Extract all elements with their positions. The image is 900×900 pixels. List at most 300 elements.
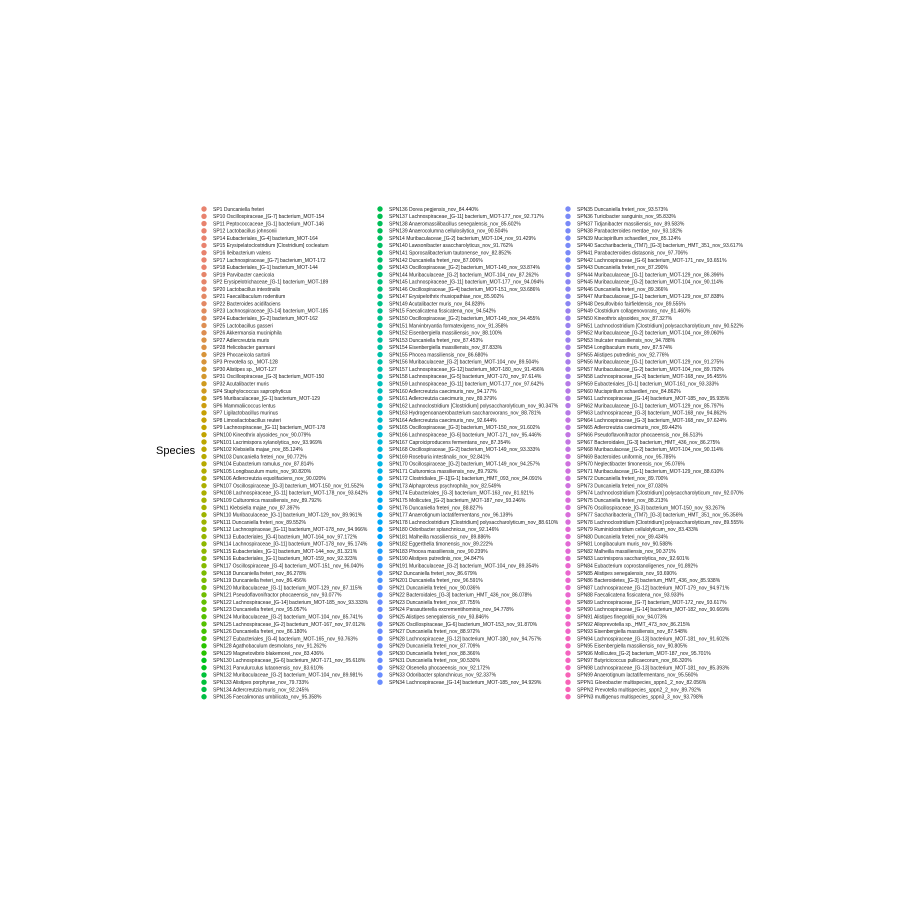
- legend-key-dot: [377, 468, 382, 473]
- legend-key-dot: [201, 665, 206, 670]
- legend-key-dot: [201, 316, 206, 321]
- legend-key-dot: [377, 257, 382, 262]
- legend-key-dot: [565, 374, 570, 379]
- legend-key-dot: [201, 272, 206, 277]
- legend-key-dot: [201, 680, 206, 685]
- legend-entry-label: SPN71 Muribaculaceae_[G-1] bacterium_MOT-129_nov_88.610%: [577, 468, 724, 475]
- legend-key-dot: [201, 366, 206, 371]
- legend-entry-label: SPN93 Eisenbergiella massiliensis_nov_87.548%: [577, 629, 688, 636]
- legend-key-dot: [377, 279, 382, 284]
- legend-entry-label: SPN2 Duncaniella freteri_nov_86.679%: [389, 570, 478, 577]
- legend-entry-label: SPN88 Faecalicatena fissicatena_nov_93.933%: [577, 592, 684, 599]
- legend-entry-label: SPN42 Lachnospiraceae_[G-6] bacterium_MOT-171_nov_93.651%: [577, 257, 727, 264]
- legend-key-dot: [565, 286, 570, 291]
- legend-entry-label: SPN147 Erysipelothrix rhusiopathiae_nov_85.902%: [389, 294, 504, 301]
- legend-key-dot: [565, 658, 570, 663]
- legend-key-dot: [377, 272, 382, 277]
- legend-entry-label: SPN116 Eubacteriales_[G-1] bacterium_MOT-159_nov_92.323%: [213, 556, 358, 563]
- legend-key-dot: [565, 432, 570, 437]
- legend-key-dot: [377, 629, 382, 634]
- legend-key-dot: [201, 636, 206, 641]
- legend-key-dot: [201, 548, 206, 553]
- legend-key-dot: [201, 694, 206, 699]
- legend-key-dot: [377, 323, 382, 328]
- legend-entry-label: SP9 Lachnospiraceae_[G-11] bacterium_MOT-178: [213, 425, 326, 432]
- legend-entry-label: SPN105 Longibaculum muris_nov_90.820%: [213, 468, 312, 475]
- legend-entry-label: SPN124 Muribaculaceae_[G-2] bacterium_MOT-104_nov_85.741%: [213, 614, 363, 621]
- legend-key-dot: [201, 265, 206, 270]
- legend-key-dot: [565, 279, 570, 284]
- legend-key-dot: [377, 337, 382, 342]
- legend-entry-label: SP24 Eubacteriales_[G-2] bacterium_MOT-162: [213, 316, 318, 322]
- legend-entry-label: SP20 Lactobacillus intestinalis: [213, 286, 281, 293]
- legend-entry-label: SPN151 Marvinbryantia formatexigens_nov_91.358%: [389, 323, 508, 330]
- legend-entry-label: SPN59 Eubacteriales_[G-1] bacterium_MOT-161_nov_93.333%: [577, 381, 719, 388]
- legend-key-dot: [565, 265, 570, 270]
- legend-entry-label: SPN98 Lachnospiraceae_[G-13] bacterium_MOT-181_nov_85.393%: [577, 665, 730, 672]
- legend-entry-label: SPN82 Malheilla massiliensis_nov_90.371%: [577, 548, 676, 555]
- legend-key-dot: [201, 592, 206, 597]
- legend-entry-label: SPN104 Eubacterium ramulus_nov_87.814%: [213, 461, 314, 468]
- legend-key-dot: [565, 643, 570, 648]
- legend-key-dot: [377, 286, 382, 291]
- legend-entry-label: SP27 Adlercreutzia muris: [213, 337, 270, 344]
- legend-key-dot: [565, 636, 570, 641]
- legend-entry-label: SPN44 Muribaculaceae_[G-1] bacterium_MOT-129_nov_86.396%: [577, 272, 724, 279]
- legend-entry-label: SPN158 Lachnospiraceae_[G-5] bacterium_MOT-170_nov_97.614%: [389, 374, 542, 381]
- legend-key-dot: [201, 658, 206, 663]
- legend-entry-label: SPN111 Duncaniella freteri_nov_89.552%: [213, 519, 306, 526]
- legend-entry-label: SPN47 Muribaculaceae_[G-1] bacterium_MOT-129_nov_87.838%: [577, 294, 724, 301]
- legend-entry-label: SPN164 Adlercreutzia caecimuris_nov_92.644%: [389, 417, 497, 424]
- legend-entry-label: SPN81 Longibaculum muris_nov_90.588%: [577, 541, 673, 548]
- legend-key-dot: [201, 505, 206, 510]
- legend-key-dot: [201, 468, 206, 473]
- legend-key-dot: [565, 396, 570, 401]
- legend-key-dot: [565, 388, 570, 393]
- legend-entry-label: SPN84 Eubacterium coprostanoligenes_nov_91.892%: [577, 563, 698, 570]
- legend-entry-label: SPN140 Lawsonibacter asaccharolyticus_nov_91.762%: [389, 243, 513, 250]
- legend-key-dot: [565, 672, 570, 677]
- legend-entry-label: SPN58 Lachnospiraceae_[G-3] bacterium_MOT-168_nov_95.455%: [577, 374, 727, 381]
- legend-key-dot: [201, 323, 206, 328]
- legend-entry-label: SPN182 Eggerthella timonensis_nov_89.222%: [389, 541, 493, 548]
- legend-key-dot: [201, 235, 206, 240]
- legend-entry-label: SPN201 Duncaniella freteri_nov_96.591%: [389, 578, 483, 585]
- legend-key-dot: [565, 352, 570, 357]
- legend-entry-label: SPN26 Oscillospiraceae_[G-6] bacterium_MOT-153_nov_91.870%: [389, 621, 538, 628]
- legend-key-dot: [201, 301, 206, 306]
- legend-entry-label: SP14 Eubacteriales_[G-4] bacterium_MOT-164: [213, 235, 318, 242]
- legend-entry-label: SP12 Lactobacillus johnsonii: [213, 228, 277, 235]
- legend-entry-label: SPN127 Eubacteriales_[G-4] bacterium_MOT-165_nov_93.763%: [213, 636, 358, 643]
- legend-key-dot: [377, 665, 382, 670]
- legend-key-dot: [201, 614, 206, 619]
- legend-entry-label: SPN70 Neglectibacter timonensis_nov_95.076%: [577, 461, 685, 468]
- legend-key-dot: [377, 447, 382, 452]
- legend-entry-label: SPN95 Eisenbergiella massiliensis_nov_90.805%: [577, 643, 688, 650]
- legend-key-dot: [377, 672, 382, 677]
- legend-entry-label: SPN65 Adlercreutzia caecimuris_nov_89.442%: [577, 425, 682, 432]
- legend-entry-label: SP23 Lachnospiraceae_[G-14] bacterium_MOT-185: [213, 308, 329, 315]
- legend-key-dot: [565, 257, 570, 262]
- legend-key-dot: [565, 694, 570, 699]
- legend-key-dot: [565, 461, 570, 466]
- legend-key-dot: [565, 556, 570, 561]
- legend-entry-label: SPN144 Muribaculaceae_[G-2] bacterium_MOT-104_nov_87.262%: [389, 272, 539, 279]
- legend-key-dot: [201, 294, 206, 299]
- legend-entry-label: SPN137 Lachnospiraceae_[G-11] bacterium_MOT-177_nov_92.717%: [389, 214, 544, 221]
- legend-key-dot: [377, 294, 382, 299]
- legend-entry-label: SPN173 Alphaproteus psychrophila_nov_82.549%: [389, 483, 502, 490]
- legend-entry-label: SPPN3 multigenus multispecies_sppn3_3_nov_93.798%: [577, 694, 704, 701]
- legend-key-dot: [565, 468, 570, 473]
- legend-entry-label: SP10 Oscillospiraceae_[G-7] bacterium_MOT-154: [213, 214, 325, 221]
- legend-entry-label: SPN11 Klebsiella majae_nov_87.397%: [213, 505, 300, 512]
- legend-key-dot: [201, 578, 206, 583]
- legend-key-dot: [565, 687, 570, 692]
- legend-entry-label: SPN178 Lachnoclostridium [Clostridium] polysaccharolyticum_nov_88.610%: [389, 519, 559, 526]
- legend-entry-label: SPN100 Kineothrix alysoides_nov_90.079%: [213, 432, 311, 439]
- legend-key-dot: [201, 286, 206, 291]
- legend-key-dot: [565, 206, 570, 211]
- legend-key-dot: [201, 643, 206, 648]
- legend-entry-label: SPN106 Adlercreutzia equolifaciens_nov_90.020%: [213, 476, 326, 483]
- legend-entry-label: SPN22 Bacteroidales_[G-3] bacterium_HMT_436_nov_86.078%: [389, 592, 532, 599]
- legend-key-dot: [377, 505, 382, 510]
- legend-entry-label: SPN135 Faecalimonas umbilicata_nov_95.358%: [213, 694, 322, 701]
- legend-key-dot: [377, 490, 382, 495]
- legend-key-dot: [201, 585, 206, 590]
- legend-key-dot: [565, 548, 570, 553]
- legend-entry-label: SPN120 Muribaculaceae_[G-1] bacterium_MOT-129_nov_87.115%: [213, 585, 363, 592]
- legend-key-dot: [565, 272, 570, 277]
- legend-entry-label: SPN131 Parvulurculus lutaonensis_nov_83.610%: [213, 665, 324, 672]
- legend-entry-label: SPN38 Parabacteroides merdae_nov_93.182%: [577, 228, 683, 235]
- legend-key-dot: [201, 388, 206, 393]
- legend-key-dot: [565, 425, 570, 430]
- legend-key-dot: [565, 243, 570, 248]
- legend-key-dot: [565, 585, 570, 590]
- legend-entry-label: SP16 Ileibacterium valens: [213, 250, 271, 257]
- legend-entry-label: SP4 Staphylococcus saprophyticus: [213, 388, 292, 395]
- legend-entry-label: SPN50 Kineothrix alysoides_nov_87.327%: [577, 316, 673, 322]
- legend-key-dot: [201, 403, 206, 408]
- legend-entry-label: SPN132 Muribaculaceae_[G-2] bacterium_MOT-104_nov_89.981%: [213, 672, 363, 679]
- legend-entry-label: SPN102 Klebsiella majae_nov_85.124%: [213, 447, 303, 454]
- legend-key-dot: [377, 388, 382, 393]
- legend-key-dot: [201, 461, 206, 466]
- legend-key-dot: [565, 570, 570, 575]
- legend-entry-label: SP8 Limosilactobacillus reuteri: [213, 417, 282, 424]
- legend-key-dot: [565, 614, 570, 619]
- legend-key-dot: [565, 235, 570, 240]
- legend-title: Species: [156, 445, 196, 457]
- legend-key-dot: [565, 454, 570, 459]
- legend-key-dot: [201, 527, 206, 532]
- legend-entry-label: SPN60 Mucispirillum schaedleri_nov_84.862%: [577, 388, 681, 395]
- legend-entry-label: SPN119 Duncaniella freteri_nov_86.456%: [213, 578, 307, 585]
- legend-key-dot: [565, 534, 570, 539]
- legend-key-dot: [201, 650, 206, 655]
- legend-key-dot: [377, 519, 382, 524]
- legend-entry-label: SP19 Parvibacter caecicola: [213, 272, 275, 279]
- legend-key-dot: [201, 672, 206, 677]
- legend-entry-label: SPN162 Lachnoclostridium [Clostridium] polysaccharolyticum_nov_90.347%: [389, 403, 559, 410]
- legend-entry-label: SPN29 Duncaniella freteri_nov_87.709%: [389, 643, 480, 650]
- legend-key-dot: [377, 243, 382, 248]
- legend-key-dot: [377, 498, 382, 503]
- legend-entry-label: SPN78 Lachnoclostridium [Clostridium] polysaccharolyticum_nov_89.555%: [577, 519, 744, 526]
- legend-entry-label: SPN39 Mucispirillum schaedleri_nov_85.124%: [577, 235, 681, 242]
- legend-entry-label: SPN94 Lachnospiraceae_[G-13] bacterium_MOT-181_nov_91.602%: [577, 636, 730, 643]
- legend-entry-label: SPN64 Lachnospiraceae_[G-3] bacterium_MOT-168_nov_97.624%: [577, 417, 727, 424]
- legend-entry-label: SP26 Akkermansia muciniphila: [213, 330, 282, 337]
- legend-entry-label: SPN41 Parabacteroides distasonis_nov_97.706%: [577, 250, 688, 257]
- legend-entry-label: SP25 Lactobacillus gasseri: [213, 323, 274, 330]
- legend-entry-label: SPN36 Turicibacter sanguinis_nov_95.833%: [577, 214, 676, 221]
- legend-entry-label: SPN45 Muribaculaceae_[G-2] bacterium_MOT-104_nov_90.114%: [577, 279, 724, 286]
- legend-key-dot: [377, 454, 382, 459]
- legend-key-dot: [565, 490, 570, 495]
- legend-key-dot: [565, 316, 570, 321]
- legend-key-dot: [565, 527, 570, 532]
- legend-entry-label: SPN176 Duncaniella freteri_nov_88.827%: [389, 505, 483, 512]
- legend-key-dot: [201, 439, 206, 444]
- legend-entry-label: SPN80 Duncaniella freteri_nov_89.434%: [577, 534, 668, 541]
- legend-key-dot: [565, 599, 570, 604]
- legend-key-dot: [565, 366, 570, 371]
- legend-key-dot: [377, 483, 382, 488]
- legend-key-dot: [565, 512, 570, 517]
- legend-key-dot: [201, 352, 206, 357]
- legend-key-dot: [377, 578, 382, 583]
- legend-key-dot: [565, 345, 570, 350]
- legend-entry-label: SPN72 Duncaniella freteri_nov_89.700%: [577, 476, 668, 483]
- legend-key-dot: [201, 483, 206, 488]
- legend-key-dot: [201, 541, 206, 546]
- legend-entry-label: SP32 Acutalibacter muris: [213, 381, 269, 388]
- legend-key-dot: [377, 556, 382, 561]
- legend-entry-label: SPN77 Saccharibacteria_(TM7)_[G-3] bacterium_HMT_351_nov_95.356%: [577, 512, 743, 519]
- legend-entry-label: SPN134 Adlercreutzia muris_nov_92.245%: [213, 687, 309, 694]
- legend-entry-label: SPN122 Lachnospiraceae_[G-14] bacterium_MOT-185_nov_93.333%: [213, 599, 369, 606]
- legend-entry-label: SPN90 Lachnospiraceae_[G-14] bacterium_MOT-182_nov_90.669%: [577, 607, 730, 614]
- legend-key-dot: [565, 308, 570, 313]
- legend-key-dot: [377, 680, 382, 685]
- legend-entry-label: SPN180 Odoribacter splanchnicus_nov_92.146%: [389, 527, 499, 534]
- legend-entry-label: SPN43 Duncaniella freteri_nov_87.290%: [577, 265, 668, 272]
- legend-key-dot: [565, 665, 570, 670]
- legend-key-dot: [565, 403, 570, 408]
- legend-key-dot: [565, 578, 570, 583]
- legend-entry-label: SPN73 Duncaniella freteri_nov_87.030%: [577, 483, 668, 490]
- legend-key-dot: [201, 556, 206, 561]
- legend-entry-label: SPN21 Duncaniella freteri_nov_90.036%: [389, 585, 480, 592]
- legend-key-dot: [377, 614, 382, 619]
- legend-entry-label: SPN35 Duncaniella freteri_nov_93.573%: [577, 206, 668, 213]
- legend-entry-label: SPN117 Oscillospiraceae_[G-4] bacterium_MOT-151_nov_96.040%: [213, 563, 364, 570]
- legend-key-dot: [565, 476, 570, 481]
- legend-entry-label: SPN130 Lachnospiraceae_[G-6] bacterium_MOT-171_nov_95.618%: [213, 658, 366, 665]
- legend-key-dot: [201, 519, 206, 524]
- legend-key-dot: [565, 214, 570, 219]
- legend-entry-label: SPN160 Adlercreutzia caecimuris_nov_94.177%: [389, 388, 497, 395]
- legend-key-dot: [201, 498, 206, 503]
- legend-entry-label: SP17 Lachnospiraceae_[G-7] bacterium_MOT-172: [213, 257, 326, 264]
- legend-key-dot: [377, 396, 382, 401]
- legend-key-dot: [201, 359, 206, 364]
- legend-key-dot: [377, 345, 382, 350]
- legend-key-dot: [201, 512, 206, 517]
- legend-key-dot: [377, 527, 382, 532]
- legend-key-dot: [565, 629, 570, 634]
- legend-entry-label: SPN112 Lachnospiraceae_[G-11] bacterium_MOT-178_nov_94.966%: [213, 527, 368, 534]
- legend-entry-label: SPN156 Muribaculaceae_[G-2] bacterium_MOT-104_nov_89.504%: [389, 359, 539, 366]
- legend-key-dot: [377, 265, 382, 270]
- legend-entry-label: SPN92 Alloprevotella sp._HMT_473_nov_86.215%: [577, 621, 691, 628]
- legend-entry-label: SPN62 Muribaculaceae_[G-1] bacterium_MOT-129_nov_85.797%: [577, 403, 724, 410]
- legend-entry-label: SPN155 Phocea massiliensis_nov_86.680%: [389, 352, 488, 359]
- legend-entry-label: SPN169 Roseburia intestinalis_nov_92.841%: [389, 454, 490, 461]
- legend-entry-label: SP21 Faecalibaculum rodentium: [213, 294, 286, 301]
- legend-key-dot: [565, 483, 570, 488]
- legend-entry-label: SPN145 Lachnospiraceae_[G-11] bacterium_MOT-177_nov_94.094%: [389, 279, 544, 286]
- legend-key-dot: [377, 592, 382, 597]
- legend-key-dot: [565, 417, 570, 422]
- legend-entry-label: SPN103 Duncaniella freteri_nov_90.772%: [213, 454, 307, 461]
- legend-entry-label: SPN114 Lachnospiraceae_[G-11] bacterium_MOT-178_nov_95.174%: [213, 541, 368, 548]
- legend-entry-label: SPN126 Duncaniella freteri_nov_86.180%: [213, 629, 307, 636]
- legend-entry-label: SPN74 Lachnoclostridium [Clostridium] polysaccharolyticum_nov_92.070%: [577, 490, 744, 497]
- legend-key-dot: [377, 374, 382, 379]
- legend-entry-label: SPN52 Muribaculaceae_[G-2] bacterium_MOT-104_nov_89.060%: [577, 330, 724, 337]
- legend-entry-label: SPN133 Alistipes porphyrae_nov_79.733%: [213, 680, 309, 686]
- legend-entry-label: SPN153 Duncaniella freteri_nov_87.453%: [389, 337, 483, 344]
- legend-key-dot: [201, 490, 206, 495]
- legend-key-dot: [201, 308, 206, 313]
- legend-entry-label: SPN40 Saccharibacteria_(TM7)_[G-3] bacterium_HMT_351_nov_93.617%: [577, 243, 743, 250]
- legend-entry-label: SPN108 Lachnospiraceae_[G-11] bacterium_MOT-178_nov_93.642%: [213, 490, 368, 497]
- legend-key-dot: [565, 621, 570, 626]
- legend-key-dot: [201, 337, 206, 342]
- legend-entry-label: SPN34 Lachnospiraceae_[G-14] bacterium_MOT-185_nov_94.929%: [389, 680, 542, 686]
- legend-entry-label: SPN67 Bacteroidales_[G-3] bacterium_HMT_436_nov_86.275%: [577, 439, 720, 446]
- legend-key-dot: [377, 548, 382, 553]
- legend-entry-label: SP5 Muribaculaceae_[G-1] bacterium_MOT-129: [213, 396, 320, 403]
- legend-key-dot: [377, 658, 382, 663]
- legend-key-dot: [201, 279, 206, 284]
- legend-entry-label: SPN107 Oscillospiraceae_[G-3] bacterium_MOT-150_nov_91.552%: [213, 483, 364, 490]
- legend-key-dot: [377, 534, 382, 539]
- legend-entry-label: SP29 Phocaeicola sartorii: [213, 352, 271, 359]
- legend-entry-label: SPN190 Alistipes putredinis_nov_94.847%: [389, 556, 484, 563]
- legend-key-dot: [201, 221, 206, 226]
- legend-entry-label: SPN69 Bacteroides uniformis_nov_95.785%: [577, 454, 676, 461]
- legend-entry-label: SP2 Erysipelotrichaceae_[G-1] bacterium_MOT-189: [213, 279, 329, 286]
- legend-key-dot: [201, 396, 206, 401]
- legend-entry-label: SPN37 Tidjanibacter massiliensis_nov_89.583%: [577, 221, 685, 228]
- legend-key-dot: [201, 599, 206, 604]
- legend-entry-label: SPN165 Oscillospiraceae_[G-3] bacterium_MOT-150_nov_91.602%: [389, 425, 540, 432]
- legend-key-dot: [201, 214, 206, 219]
- legend-entry-label: SP30 Alistipes sp._MOT-127: [213, 366, 277, 373]
- legend-key-dot: [565, 410, 570, 415]
- legend-entry-label: SPN139 Anaerocolumna cellulosilytica_nov_90.504%: [389, 228, 508, 235]
- legend-entry-label: SPN109 Culturomica massiliensis_nov_89.792%: [213, 498, 322, 504]
- legend-key-dot: [377, 607, 382, 612]
- legend-key-dot: [201, 257, 206, 262]
- legend-entries: [201, 206, 744, 700]
- legend-entry-label: SPN57 Muribaculaceae_[G-2] bacterium_MOT-104_nov_89.792%: [577, 366, 724, 373]
- legend-key-dot: [201, 425, 206, 430]
- legend-key-dot: [565, 294, 570, 299]
- legend-key-dot: [377, 316, 382, 321]
- legend-key-dot: [201, 417, 206, 422]
- legend-key-dot: [201, 607, 206, 612]
- legend-key-dot: [201, 250, 206, 255]
- legend-key-dot: [377, 221, 382, 226]
- legend-key-dot: [377, 570, 382, 575]
- legend-entry-label: SPN49 Clostridium collagenovorans_nov_81.460%: [577, 308, 691, 315]
- legend-key-dot: [565, 447, 570, 452]
- legend-key-dot: [201, 629, 206, 634]
- legend-key-dot: [565, 592, 570, 597]
- legend-key-dot: [377, 381, 382, 386]
- legend-key-dot: [377, 366, 382, 371]
- legend-key-dot: [565, 563, 570, 568]
- legend-entry-label: SP28 Helicobacter ganmani: [213, 345, 275, 352]
- legend-entry-label: SPN128 Agathobaculum desmolans_nov_91.262%: [213, 643, 327, 650]
- legend-key-dot: [377, 636, 382, 641]
- legend-entry-label: SPN170 Oscillospiraceae_[G-2] bacterium_MOT-149_nov_94.257%: [389, 461, 540, 468]
- legend-entry-label: SPN87 Lachnospiraceae_[G-12] bacterium_MOT-179_nov_94.971%: [577, 585, 730, 592]
- legend-entry-label: SPN110 Muribaculaceae_[G-1] bacterium_MOT-129_nov_89.961%: [213, 512, 363, 519]
- legend-key-dot: [201, 687, 206, 692]
- legend-key-dot: [565, 519, 570, 524]
- legend-key-dot: [565, 498, 570, 503]
- legend-entry-label: SPN30 Duncaniella freteri_nov_88.366%: [389, 650, 480, 657]
- legend-entry-label: SPN55 Alistipes putredinis_nov_92.776%: [577, 352, 670, 359]
- legend-entry-label: SPN141 Sporosalibacterium tautonense_nov_82.852%: [389, 250, 512, 257]
- legend-entry-label: SPN154 Eisenbergiella massiliensis_nov_87.833%: [389, 345, 503, 352]
- legend-entry-label: SPN99 Anaerotignum lactatifermentans_nov_95.560%: [577, 672, 698, 679]
- legend-entry-label: SPN143 Oscillospiraceae_[G-2] bacterium_MOT-149_nov_93.874%: [389, 265, 540, 272]
- legend-entry-label: SPN142 Duncaniella freteri_nov_87.006%: [389, 257, 483, 264]
- legend-entry-label: SPN15 Faecalicatena fissicatena_nov_94.542%: [389, 308, 496, 315]
- legend-entry-label: SP11 Peptococcaceae_[G-1] bacterium_MOT-146: [213, 221, 325, 228]
- legend-key-dot: [565, 337, 570, 342]
- legend-key-dot: [377, 599, 382, 604]
- legend-entry-label: SPN157 Lachnospiraceae_[G-12] bacterium_MOT-180_nov_91.456%: [389, 366, 545, 373]
- legend-entry-label: SPN172 Clostridiales_[F-1][G-1] bacterium_HMT_093_nov_84.091%: [389, 476, 542, 483]
- legend-key-dot: [377, 250, 382, 255]
- legend-entry-label: SP7 Ligilactobacillus murinus: [213, 410, 279, 417]
- legend-key-dot: [377, 461, 382, 466]
- legend-key-dot: [377, 541, 382, 546]
- legend-key-dot: [565, 505, 570, 510]
- legend-key-dot: [201, 228, 206, 233]
- legend-entry-label: SP1 Duncaniella freteri: [213, 206, 265, 213]
- legend-key-dot: [201, 447, 206, 452]
- legend-entry-label: SPN63 Lachnospiraceae_[G-3] bacterium_MOT-168_nov_94.862%: [577, 410, 727, 417]
- legend-key-dot: [201, 243, 206, 248]
- legend-entry-label: SPN115 Eubacteriales_[G-1] bacterium_MOT-144_nov_81.321%: [213, 548, 358, 555]
- legend-entry-label: SP15 Erysipelatoclostridium [Clostridium] cocleatum: [213, 243, 329, 250]
- legend-entry-label: SPN51 Lachnoclostridium [Clostridium] polysaccharolyticum_nov_90.522%: [577, 323, 744, 330]
- legend-entry-label: SPPN2 Prevotella multispecies_sppn2_2_nov_89.792%: [577, 687, 702, 694]
- legend-key-dot: [377, 563, 382, 568]
